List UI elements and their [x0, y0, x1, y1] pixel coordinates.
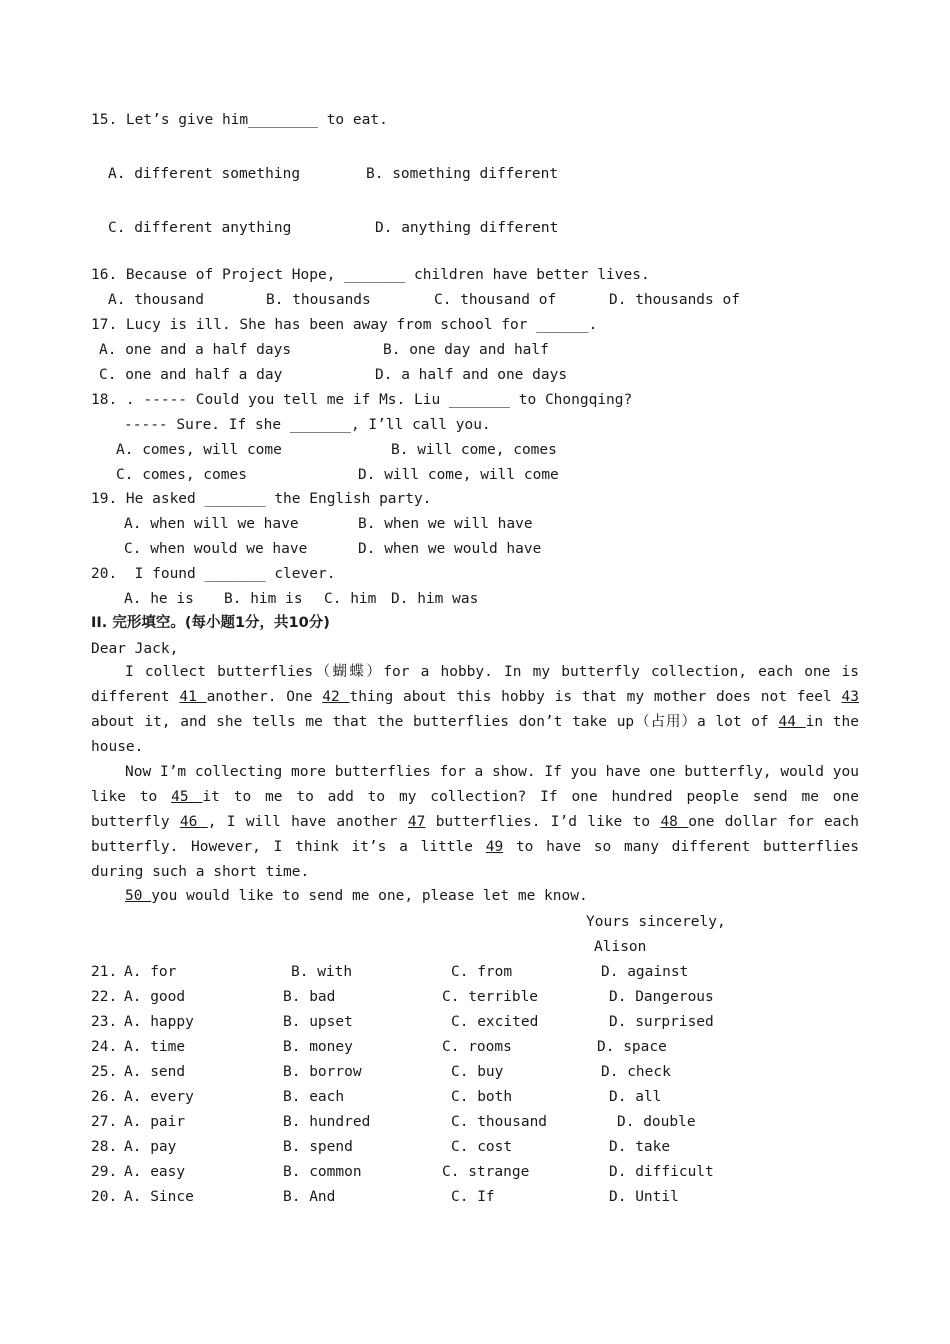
cloze-27-option-b: B. hundred — [283, 1114, 371, 1130]
cloze-28-option-a: A. pay — [124, 1139, 177, 1155]
blank-46: 46 — [179, 813, 208, 830]
letter-signature: Alison — [594, 939, 647, 955]
cloze-30-number: 20. — [91, 1189, 118, 1205]
cloze-24-option-b: B. money — [283, 1039, 353, 1055]
cloze-28-option-c: C. cost — [451, 1139, 513, 1155]
cloze-24-option-c: C. rooms — [442, 1039, 512, 1055]
cloze-26-number: 26. — [91, 1089, 118, 1105]
section-heading: II. 完形填空。(每小题1分，共10分) — [91, 615, 330, 631]
q19-option-b: B. when we will have — [358, 516, 533, 532]
cloze-25-option-b: B. borrow — [283, 1064, 362, 1080]
blank-45: 45 — [171, 788, 203, 805]
q15-option-d: D. anything different — [375, 220, 559, 236]
q18-option-c: C. comes, comes — [116, 467, 247, 483]
q20-option-a: A. he is — [124, 591, 194, 607]
q18-option-a: A. comes, will come — [116, 442, 282, 458]
cloze-29-option-d: D. difficult — [609, 1164, 714, 1180]
q18-option-d: D. will come, will come — [358, 467, 559, 483]
blank-47: 47 — [407, 813, 426, 830]
cloze-24-number: 24. — [91, 1039, 118, 1055]
question-19: 19. He asked _______ the English party. — [91, 491, 432, 507]
q17-option-d: D. a half and one days — [375, 367, 568, 383]
cloze-30-option-d: D. Until — [609, 1189, 679, 1205]
blank-43: 43 — [841, 688, 859, 705]
cloze-26-option-c: C. both — [451, 1089, 513, 1105]
cloze-27-option-c: C. thousand — [451, 1114, 548, 1130]
cloze-22-number: 22. — [91, 989, 118, 1005]
cloze-27-number: 27. — [91, 1114, 118, 1130]
cloze-21-number: 21. — [91, 964, 118, 980]
cloze-22-option-c: C. terrible — [442, 989, 539, 1005]
question-20: 20. I found _______ clever. — [91, 566, 336, 582]
letter-greeting: Dear Jack, — [91, 641, 179, 657]
cloze-26-option-b: B. each — [283, 1089, 345, 1105]
cloze-21-option-b: B. with — [291, 964, 353, 980]
cloze-27-option-a: A. pair — [124, 1114, 186, 1130]
cloze-23-option-b: B. upset — [283, 1014, 353, 1030]
q16-option-c: C. thousand of — [434, 292, 557, 308]
q18-option-b: B. will come, comes — [391, 442, 557, 458]
cloze-21-option-a: A. for — [124, 964, 177, 980]
letter-paragraph-2: Now I’m collecting more butterflies for a show. If you have one butterfly, would you like to 45 it to me to add to my collection? If one hundred people send me one butterfly 46 , I will have another 47 butterflies. I’d like to 48 one dollar for each butterfly. However, I think it’s a little 49 to have so many different butterflies during such a short time. — [91, 764, 859, 880]
question-18: 18. . ----- Could you tell me if Ms. Liu _______ to Chongqing? — [91, 392, 633, 408]
q15-option-a: A. different something — [108, 166, 301, 182]
cloze-25-number: 25. — [91, 1064, 118, 1080]
cloze-30-option-b: B. And — [283, 1189, 336, 1205]
cloze-22-option-d: D. Dangerous — [609, 989, 714, 1005]
cloze-21-option-c: C. from — [451, 964, 513, 980]
q17-option-b: B. one day and half — [383, 342, 549, 358]
q17-option-a: A. one and a half days — [99, 342, 292, 358]
q17-option-c: C. one and half a day — [99, 367, 283, 383]
q19-option-a: A. when will we have — [124, 516, 299, 532]
blank-49: 49 — [485, 838, 504, 855]
q20-option-c: C. him — [324, 591, 377, 607]
letter-paragraph-3: 50 you would like to send me one, please let me know. — [125, 888, 588, 904]
question-15: 15. Let’s give him________ to eat. — [91, 112, 388, 128]
q19-option-d: D. when we would have — [358, 541, 542, 557]
cloze-22-option-b: B. bad — [283, 989, 336, 1005]
cloze-25-option-d: D. check — [601, 1064, 671, 1080]
cloze-25-option-c: C. buy — [451, 1064, 504, 1080]
cloze-23-option-c: C. excited — [451, 1014, 539, 1030]
cloze-23-option-d: D. surprised — [609, 1014, 714, 1030]
cloze-24-option-d: D. space — [597, 1039, 667, 1055]
cloze-26-option-a: A. every — [124, 1089, 194, 1105]
cloze-28-option-d: D. take — [609, 1139, 671, 1155]
q15-option-c: C. different anything — [108, 220, 292, 236]
q16-option-a: A. thousand — [108, 292, 205, 308]
cloze-29-option-c: C. strange — [442, 1164, 530, 1180]
q16-option-d: D. thousands of — [609, 292, 740, 308]
blank-41: 41 — [179, 688, 207, 705]
cloze-28-option-b: B. spend — [283, 1139, 353, 1155]
q20-option-d: D. him was — [391, 591, 479, 607]
cloze-29-number: 29. — [91, 1164, 118, 1180]
blank-50: 50 — [125, 888, 152, 904]
question-17: 17. Lucy is ill. She has been away from school for ______. — [91, 317, 598, 333]
cloze-30-option-c: C. If — [451, 1189, 495, 1205]
q20-option-b: B. him is — [224, 591, 303, 607]
question-16: 16. Because of Project Hope, _______ children have better lives. — [91, 267, 650, 283]
question-18-reply: ----- Sure. If she _______, I’ll call you. — [124, 417, 491, 433]
blank-42: 42 — [322, 688, 350, 705]
cloze-30-option-a: A. Since — [124, 1189, 194, 1205]
letter-paragraph-1: I collect butterflies（蝴蝶）for a hobby. In my butterfly collection, each one is different 41 another. One 42 thing about this hobby is that my mother does not feel 43 about it, and she tells me that the butterflies don’t take up（占用）a lot of 44 in the house. — [91, 664, 859, 755]
cloze-28-number: 28. — [91, 1139, 118, 1155]
letter-closing: Yours sincerely, — [586, 914, 726, 930]
cloze-29-option-a: A. easy — [124, 1164, 186, 1180]
cloze-29-option-b: B. common — [283, 1164, 362, 1180]
cloze-21-option-d: D. against — [601, 964, 689, 980]
cloze-27-option-d: D. double — [617, 1114, 696, 1130]
q15-option-b: B. something different — [366, 166, 559, 182]
blank-48: 48 — [660, 813, 689, 830]
q19-option-c: C. when would we have — [124, 541, 308, 557]
cloze-23-option-a: A. happy — [124, 1014, 194, 1030]
blank-44: 44 — [778, 713, 806, 730]
cloze-26-option-d: D. all — [609, 1089, 662, 1105]
cloze-24-option-a: A. time — [124, 1039, 186, 1055]
cloze-22-option-a: A. good — [124, 989, 186, 1005]
cloze-25-option-a: A. send — [124, 1064, 186, 1080]
cloze-23-number: 23. — [91, 1014, 118, 1030]
q16-option-b: B. thousands — [266, 292, 371, 308]
